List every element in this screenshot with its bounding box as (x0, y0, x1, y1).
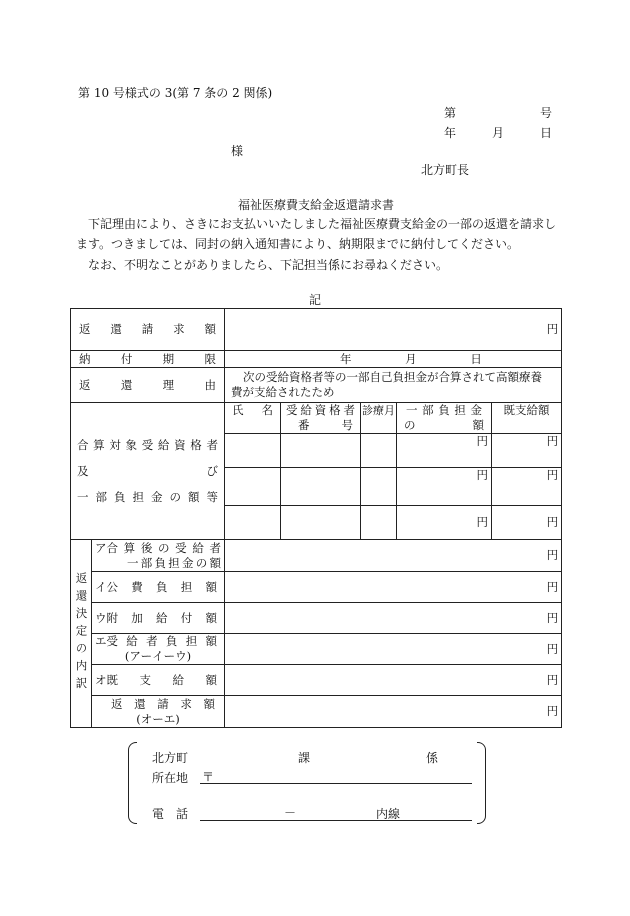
row-i-label: イ 公費負担額 (92, 572, 225, 603)
due-date-value[interactable]: 年 月 日 (225, 351, 562, 368)
document-title: 福祉医療費支給金返還請求書 (238, 198, 395, 212)
refund-form-table (70, 308, 562, 728)
contact-box (128, 742, 486, 822)
row-breakdown-i (71, 572, 562, 603)
row-reason (71, 368, 562, 403)
row-total-value[interactable]: 円 (225, 696, 562, 728)
col-month-header: 診療月 (361, 403, 397, 434)
reason-label: 返還理由 (79, 377, 216, 392)
date-month: 月 (492, 126, 505, 140)
refund-amount-label: 返還請求額 (79, 322, 216, 336)
name-cell[interactable] (225, 506, 281, 540)
date-year: 年 (444, 126, 457, 140)
body-line-2: ます。つきましては、同封の納入通知書により、納期限までに納付してください。 (76, 237, 520, 251)
row-breakdown-e (71, 634, 562, 665)
body-line-3: なお、不明なことがありましたら、下記担当係にお尋ねください。 (88, 258, 449, 272)
row-a-value[interactable]: 円 (225, 540, 562, 572)
name-cell[interactable] (225, 434, 281, 468)
row-e-value[interactable]: 円 (225, 634, 562, 665)
due-date-label: 納付期限 (79, 351, 216, 366)
row-due-date (71, 351, 562, 368)
left-bracket (128, 742, 137, 824)
row-breakdown-a (71, 540, 562, 572)
burden-cell[interactable]: 円 (397, 434, 492, 468)
phone-label-b: 話 (176, 807, 189, 821)
ki-heading: 記 (309, 293, 322, 307)
cert-cell[interactable] (281, 468, 361, 506)
row-a-label: ア 合算後の受給者 一部負担金の額 (92, 540, 225, 572)
address-line[interactable] (200, 783, 472, 784)
row-o-label: オ 既支給額 (92, 665, 225, 696)
col-paid-header: 既支給額 (492, 403, 562, 434)
addressee-honorific: 様 (231, 144, 244, 158)
row-i-value[interactable]: 円 (225, 572, 562, 603)
col-name-header: 氏 名 (225, 403, 281, 434)
name-cell[interactable] (225, 468, 281, 506)
paid-cell[interactable]: 円 (492, 506, 562, 540)
burden-cell[interactable]: 円 (397, 506, 492, 540)
burden-cell[interactable]: 円 (397, 468, 492, 506)
issuer: 北方町長 (421, 163, 470, 177)
postal-mark: 〒 (202, 770, 215, 784)
cert-cell[interactable] (281, 434, 361, 468)
body-line-1: 下記理由により、さきにお支払いいたしました福祉医療費支給金の一部の返還を請求し (88, 217, 557, 231)
right-bracket (477, 742, 486, 824)
col-cert-header: 受給資格者 番 号 (281, 403, 361, 434)
row-o-value[interactable]: 円 (225, 665, 562, 696)
month-cell[interactable] (361, 434, 397, 468)
reason-text: 次の受給資格者等の一部自己負担金が合算されて高額療養 費が支給されたため (225, 368, 562, 403)
breakdown-label-cell: 返還決定の内訳 (71, 540, 92, 728)
row-u-value[interactable]: 円 (225, 603, 562, 634)
row-u-label: ウ 附加給付額 (92, 603, 225, 634)
phone-dash: － (284, 806, 297, 820)
row-combined-header (71, 403, 562, 434)
col-burden-header: 一部負担金 の 額 (397, 403, 492, 434)
row-breakdown-u (71, 603, 562, 634)
phone-extension: 内線 (376, 807, 401, 821)
month-cell[interactable] (361, 506, 397, 540)
combined-label-cell: 合算対象受給資格者 及 び 一部負担金の額等 (71, 403, 225, 540)
row-total-label: 返還請求額 (オーエ) (92, 696, 225, 728)
paid-cell[interactable]: 円 (492, 434, 562, 468)
refund-amount-value[interactable]: 円 (225, 309, 562, 351)
phone-line[interactable] (200, 820, 472, 821)
month-cell[interactable] (361, 468, 397, 506)
contact-department: 課 (298, 751, 311, 765)
row-breakdown-total (71, 696, 562, 728)
doc-number-prefix: 第 (444, 106, 457, 120)
row-e-label: エ 受給者負担額 (アーイーウ) (92, 634, 225, 665)
address-label: 所在地 (152, 771, 189, 785)
row-refund-amount (71, 309, 562, 351)
doc-number-suffix: 号 (540, 106, 553, 120)
contact-town: 北方町 (152, 751, 189, 765)
cert-cell[interactable] (281, 506, 361, 540)
form-number: 第 10 号様式の 3(第 7 条の 2 関係) (78, 86, 273, 100)
contact-section: 係 (426, 751, 439, 765)
date-day: 日 (540, 126, 553, 140)
paid-cell[interactable]: 円 (492, 468, 562, 506)
row-breakdown-o (71, 665, 562, 696)
phone-label-a: 電 (152, 807, 165, 821)
